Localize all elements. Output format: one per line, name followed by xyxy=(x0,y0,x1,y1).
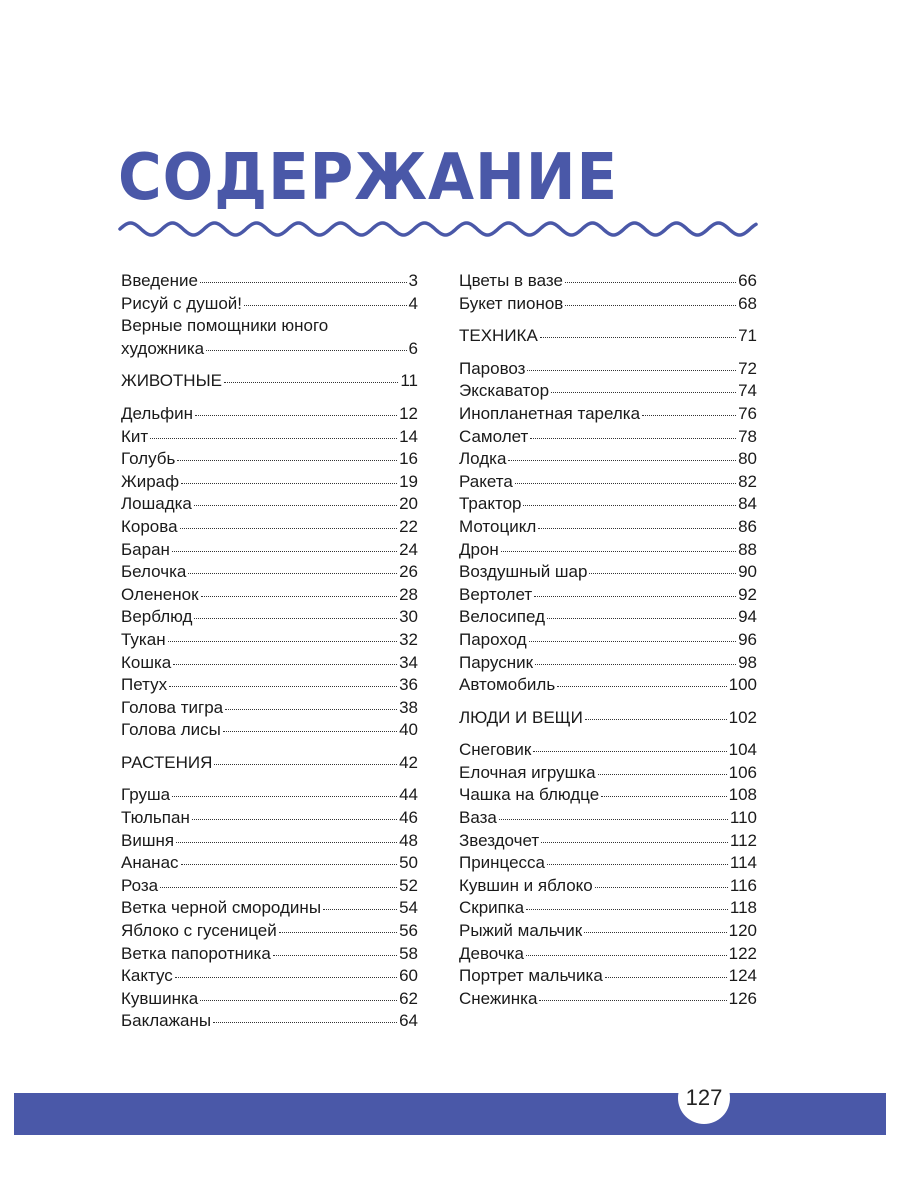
toc-page-number: 30 xyxy=(399,607,418,627)
toc-entry xyxy=(121,852,418,875)
toc-entry xyxy=(121,807,418,830)
toc-entry-title: Кактус xyxy=(121,966,173,986)
section-gap xyxy=(459,315,757,325)
toc-entry-title: Паровоз xyxy=(459,358,526,378)
toc-page-number: 90 xyxy=(738,562,757,582)
toc-entry-title: Кувшинка xyxy=(121,988,199,1008)
dot-leader xyxy=(180,528,398,529)
toc-page-number: 3 xyxy=(408,271,418,290)
toc-entry-title: Букет пионов xyxy=(459,293,564,313)
toc-entry-title: Лодка xyxy=(459,449,507,469)
dot-leader xyxy=(213,1022,397,1023)
toc-entry xyxy=(121,403,418,426)
dot-leader xyxy=(584,932,726,933)
toc-page-number: 116 xyxy=(729,875,757,895)
section-gap xyxy=(459,697,757,707)
dot-leader xyxy=(601,796,726,797)
toc-entry xyxy=(459,293,757,316)
dot-leader xyxy=(598,774,727,775)
section-gap xyxy=(121,774,418,784)
dot-leader xyxy=(150,438,397,439)
toc-entry xyxy=(459,584,757,607)
toc-entry xyxy=(459,988,757,1011)
dot-leader xyxy=(224,382,398,383)
dot-leader xyxy=(206,350,406,351)
toc-section xyxy=(459,707,757,730)
toc-section xyxy=(121,752,418,775)
toc-entry-title: Верные помощники юного xyxy=(121,316,329,336)
dot-leader xyxy=(279,932,397,933)
toc-entry xyxy=(459,830,757,853)
toc-page-number: 62 xyxy=(399,988,418,1008)
toc-entry-title: Баклажаны xyxy=(121,1011,212,1031)
toc-page-number: 50 xyxy=(399,853,418,873)
page-number xyxy=(678,1072,730,1124)
toc-entry-title: Трактор xyxy=(459,494,522,514)
toc-entry xyxy=(459,652,757,675)
toc-page-number: 38 xyxy=(399,697,418,717)
dot-leader xyxy=(244,305,407,306)
toc-entry-title: Олененок xyxy=(121,584,199,604)
dot-leader xyxy=(535,664,736,665)
dot-leader xyxy=(557,686,726,687)
dot-leader xyxy=(534,596,736,597)
toc-page-number: 68 xyxy=(738,293,757,313)
toc-entry-title: Тюльпан xyxy=(121,808,190,828)
toc-entry-title: Яблоко с гусеницей xyxy=(121,921,277,941)
toc-page-number: 54 xyxy=(399,898,418,918)
toc-page-number: 34 xyxy=(399,652,418,672)
toc-page-number: 94 xyxy=(738,607,757,627)
toc-entry-title: Кошка xyxy=(121,652,172,672)
toc-entry xyxy=(459,493,757,516)
toc-page-number: 108 xyxy=(728,785,757,805)
dot-leader xyxy=(547,864,728,865)
toc-entry xyxy=(121,471,418,494)
toc-entry-title: художника xyxy=(121,338,205,358)
toc-section xyxy=(121,370,418,393)
dot-leader xyxy=(160,887,397,888)
dot-leader xyxy=(175,977,397,978)
toc-entry xyxy=(459,852,757,875)
toc-entry-title: Дрон xyxy=(459,539,499,559)
dot-leader xyxy=(595,887,728,888)
toc-entry-title: Инопланетная тарелка xyxy=(459,403,641,423)
toc-entry xyxy=(459,629,757,652)
toc-entry xyxy=(459,920,757,943)
dot-leader xyxy=(214,764,397,765)
toc-entry-title: Рыжий мальчик xyxy=(459,921,583,941)
toc-entry-title: Дельфин xyxy=(121,403,194,423)
toc-page-number: 122 xyxy=(728,943,757,963)
toc-entry xyxy=(459,762,757,785)
toc-entry xyxy=(121,1010,418,1033)
toc-page-number: 42 xyxy=(399,752,418,772)
toc-entry xyxy=(121,493,418,516)
toc-entry xyxy=(459,561,757,584)
toc-entry xyxy=(459,471,757,494)
toc-page-number: 64 xyxy=(399,1011,418,1031)
toc-page-number: 48 xyxy=(399,830,418,850)
toc-page-number: 104 xyxy=(728,740,757,760)
toc-page-number: 102 xyxy=(728,707,757,727)
toc-page-number: 100 xyxy=(728,675,757,695)
dot-leader xyxy=(585,719,727,720)
dot-leader xyxy=(501,551,736,552)
toc-entry-title: Корова xyxy=(121,516,178,536)
toc-page-number: 80 xyxy=(738,449,757,469)
page-number-text: 127 xyxy=(685,1085,723,1110)
toc-page-number: 28 xyxy=(399,584,418,604)
dot-leader xyxy=(508,460,736,461)
toc-page-number: 24 xyxy=(399,539,418,559)
toc-entry-title: Парусник xyxy=(459,652,534,672)
toc-entry xyxy=(459,674,757,697)
dot-leader xyxy=(168,641,397,642)
toc-entry-title: Самолет xyxy=(459,426,529,446)
section-gap xyxy=(459,348,757,358)
dot-leader xyxy=(538,528,736,529)
toc-entry xyxy=(121,965,418,988)
toc-entry xyxy=(121,875,418,898)
toc-entry-title: Ветка черной смородины xyxy=(121,898,322,918)
toc-entry xyxy=(121,697,418,720)
toc-page-number: 82 xyxy=(738,471,757,491)
toc-entry xyxy=(121,719,418,742)
dot-leader xyxy=(200,282,407,283)
toc-entry xyxy=(121,448,418,471)
toc-entry xyxy=(121,561,418,584)
toc-page-number: 126 xyxy=(728,988,757,1008)
toc-page-number: 72 xyxy=(738,358,757,378)
toc-page-number: 84 xyxy=(738,494,757,514)
toc-page-number: 88 xyxy=(738,539,757,559)
toc-page-number: 114 xyxy=(729,853,757,873)
toc-entry-title: Белочка xyxy=(121,562,187,582)
toc-entry-title: Пароход xyxy=(459,629,527,649)
toc-page-number: 6 xyxy=(408,338,418,358)
dot-leader xyxy=(530,438,736,439)
dot-leader xyxy=(195,415,397,416)
toc-entry-title: Ракета xyxy=(459,471,513,491)
toc-page-number: 58 xyxy=(399,943,418,963)
toc-page-number: 40 xyxy=(399,720,418,740)
toc-entry xyxy=(121,943,418,966)
section-gap xyxy=(459,729,757,739)
toc-column-left xyxy=(121,270,418,1033)
dot-leader xyxy=(223,731,397,732)
toc-page-number: 76 xyxy=(738,403,757,423)
toc-page-number: 22 xyxy=(399,516,418,536)
toc-entry xyxy=(459,539,757,562)
toc-entry xyxy=(459,606,757,629)
toc-entry xyxy=(459,426,757,449)
toc-entry xyxy=(121,920,418,943)
toc-entry xyxy=(459,807,757,830)
toc-page-number: 60 xyxy=(399,966,418,986)
toc-entry xyxy=(459,380,757,403)
toc-entry-title: Елочная игрушка xyxy=(459,762,596,782)
toc-entry xyxy=(459,739,757,762)
toc-entry xyxy=(121,652,418,675)
toc-entry-title: Лошадка xyxy=(121,494,192,514)
toc-entry-title: Введение xyxy=(121,271,198,290)
dot-leader xyxy=(539,1000,726,1001)
toc-entry xyxy=(459,784,757,807)
toc-entry xyxy=(121,426,418,449)
toc-entry xyxy=(459,403,757,426)
toc-entry xyxy=(121,629,418,652)
toc-page-number: 96 xyxy=(738,629,757,649)
toc-page-number: 44 xyxy=(399,785,418,805)
section-gap xyxy=(121,360,418,370)
dot-leader xyxy=(605,977,727,978)
dot-leader xyxy=(172,796,397,797)
page-title: СОДЕРЖАНИЕ xyxy=(118,141,619,215)
toc-page-number: 56 xyxy=(399,921,418,941)
toc-entry-title: Роза xyxy=(121,875,159,895)
toc-entry xyxy=(121,293,418,316)
dot-leader xyxy=(499,819,728,820)
toc-entry-title: Голубь xyxy=(121,449,176,469)
toc-entry-title: Воздушный шар xyxy=(459,562,588,582)
toc-entry-title: Девочка xyxy=(459,943,525,963)
toc-entry xyxy=(121,270,418,293)
toc-entry-title: Ветка папоротника xyxy=(121,943,271,963)
toc-entry xyxy=(459,875,757,898)
toc-entry-title: Баран xyxy=(121,539,170,559)
toc-entry-title: Голова лисы xyxy=(121,720,221,740)
dot-leader xyxy=(181,864,398,865)
toc-page-number: 66 xyxy=(738,271,757,290)
dot-leader xyxy=(225,709,397,710)
toc-entry xyxy=(121,516,418,539)
dot-leader xyxy=(194,505,397,506)
toc-entry-title: Жираф xyxy=(121,471,180,491)
dot-leader xyxy=(273,955,397,956)
dot-leader xyxy=(540,337,736,338)
toc-section-title: ЛЮДИ И ВЕЩИ xyxy=(459,707,583,727)
toc-entry xyxy=(121,674,418,697)
toc-entry xyxy=(121,584,418,607)
toc-page-number: 12 xyxy=(399,403,418,423)
toc-entry-title: Скрипка xyxy=(459,898,525,918)
toc-page-number: 112 xyxy=(729,830,757,850)
toc-section-title: ТЕХНИКА xyxy=(459,326,538,346)
dot-leader xyxy=(181,483,397,484)
dot-leader xyxy=(523,505,736,506)
toc-entry xyxy=(121,606,418,629)
toc-page-number: 92 xyxy=(738,584,757,604)
dot-leader xyxy=(533,751,726,752)
toc-entry-title: Мотоцикл xyxy=(459,516,537,536)
dot-leader xyxy=(515,483,736,484)
toc-entry xyxy=(459,448,757,471)
toc-page-number: 20 xyxy=(399,494,418,514)
toc-entry xyxy=(459,358,757,381)
toc-entry xyxy=(121,338,418,361)
wave-divider xyxy=(118,216,758,242)
toc-entry-title: Ананас xyxy=(121,853,179,873)
dot-leader xyxy=(565,282,736,283)
toc-entry-title: Верблюд xyxy=(121,607,193,627)
section-gap xyxy=(121,742,418,752)
toc-section xyxy=(459,325,757,348)
dot-leader xyxy=(529,641,736,642)
dot-leader xyxy=(547,618,736,619)
toc-page-number: 11 xyxy=(400,371,418,391)
toc-entry-title: Вишня xyxy=(121,830,175,850)
toc-page-number: 46 xyxy=(399,808,418,828)
toc-entry-title: Голова тигра xyxy=(121,697,224,717)
toc-page-number: 120 xyxy=(728,921,757,941)
toc-entry-title: Кувшин и яблоко xyxy=(459,875,593,895)
toc-entry xyxy=(121,315,418,338)
toc-entry xyxy=(121,784,418,807)
dot-leader xyxy=(200,1000,397,1001)
toc-entry xyxy=(459,516,757,539)
toc-page-number: 74 xyxy=(738,381,757,401)
toc-entry-title: Рисуй с душой! xyxy=(121,293,243,313)
toc-page-number: 26 xyxy=(399,562,418,582)
dot-leader xyxy=(201,596,398,597)
toc-section-title: ЖИВОТНЫЕ xyxy=(121,371,222,391)
toc-entry-title: Снеговик xyxy=(459,740,532,760)
toc-page-number: 86 xyxy=(738,516,757,536)
dot-leader xyxy=(541,842,728,843)
toc-page-number: 36 xyxy=(399,675,418,695)
dot-leader xyxy=(177,460,397,461)
toc-page-number: 118 xyxy=(729,898,757,918)
toc-entry-title: Принцесса xyxy=(459,853,546,873)
toc-entry-title: Груша xyxy=(121,785,171,805)
footer-band xyxy=(14,1093,886,1135)
dot-leader xyxy=(173,664,397,665)
toc-page-number: 106 xyxy=(728,762,757,782)
toc-page-number: 4 xyxy=(408,293,418,313)
dot-leader xyxy=(176,842,397,843)
toc-page-number: 124 xyxy=(728,966,757,986)
dot-leader xyxy=(188,573,397,574)
dot-leader xyxy=(642,415,736,416)
dot-leader xyxy=(323,909,397,910)
toc-entry xyxy=(459,270,757,293)
toc-page-number: 32 xyxy=(399,629,418,649)
toc-entry xyxy=(121,897,418,920)
toc-entry-title: Экскаватор xyxy=(459,381,550,401)
dot-leader xyxy=(172,551,397,552)
dot-leader xyxy=(589,573,736,574)
toc-page-number: 19 xyxy=(399,471,418,491)
toc-entry-title: Цветы в вазе xyxy=(459,271,563,290)
dot-leader xyxy=(194,618,397,619)
dot-leader xyxy=(192,819,397,820)
toc-entry-title: Снежинка xyxy=(459,988,538,1008)
toc-entry xyxy=(121,988,418,1011)
dot-leader xyxy=(565,305,736,306)
dot-leader xyxy=(527,370,736,371)
toc-entry xyxy=(459,965,757,988)
toc-entry xyxy=(121,830,418,853)
dot-leader xyxy=(169,686,397,687)
dot-leader xyxy=(526,909,728,910)
toc-entry xyxy=(459,943,757,966)
toc-page-number: 110 xyxy=(729,808,757,828)
toc-entry-title: Велосипед xyxy=(459,607,545,627)
toc-page-number: 78 xyxy=(738,426,757,446)
toc-page-number: 16 xyxy=(399,449,418,469)
toc-page-number: 98 xyxy=(738,652,757,672)
toc-section-title: РАСТЕНИЯ xyxy=(121,752,213,772)
toc-entry xyxy=(459,897,757,920)
dot-leader xyxy=(526,955,727,956)
toc-entry-title: Ваза xyxy=(459,808,497,828)
toc-entry-title: Кит xyxy=(121,426,149,446)
toc-page-number: 14 xyxy=(399,426,418,446)
toc-page-number: 71 xyxy=(738,326,757,346)
toc-entry-title: Вертолет xyxy=(459,584,533,604)
toc-page-number: 52 xyxy=(399,875,418,895)
toc-entry xyxy=(121,539,418,562)
toc-entry-title: Звездочет xyxy=(459,830,540,850)
toc-entry-title: Автомобиль xyxy=(459,675,556,695)
dot-leader xyxy=(551,392,736,393)
toc-entry-title: Тукан xyxy=(121,629,166,649)
toc-entry-title: Чашка на блюдце xyxy=(459,785,600,805)
toc-column-right xyxy=(459,270,757,1010)
toc-entry-title: Портрет мальчика xyxy=(459,966,603,986)
section-gap xyxy=(121,393,418,403)
toc-entry-title: Петух xyxy=(121,675,168,695)
